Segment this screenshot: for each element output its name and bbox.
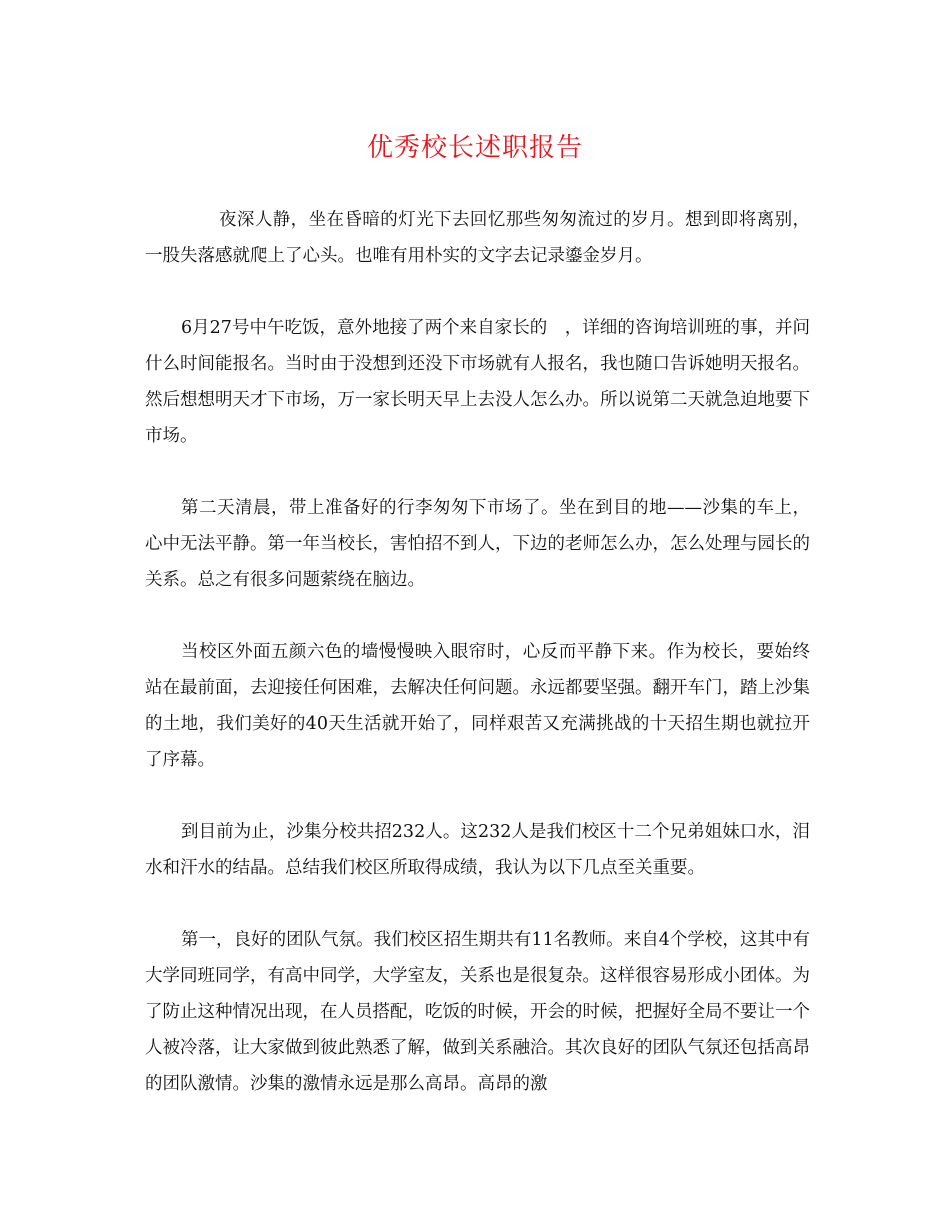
paragraph-4: 当校区外面五颜六色的墙慢慢映入眼帘时，心反而平静下来。作为校长，要始终站在最前面，去迎接任何困难，去解决任何问题。永远都要坚强。翻开车门，踏上沙集的土地，我们美好的40天生活就开始了，同样艰苦又充满挑战的十天招生期也就拉开了序幕。 <box>145 642 810 770</box>
document-body <box>145 202 810 1138</box>
paragraph-3: 第二天清晨，带上准备好的行李匆匆下市场了。坐在到目的地——沙集的车上，心中无法平静。第一年当校长，害怕招不到人，下边的老师怎么办，怎么处理与园长的关系。总之有很多问题萦绕在脑边。 <box>145 498 810 590</box>
paragraph-2: 6月27号中午吃饭，意外地接了两个来自家长的 ，详细的咨询培训班的事，并问什么时间能报名。当时由于没想到还没下市场就有人报名，我也随口告诉她明天报名。然后想想明天才下市场，万一家长明天早上去没人怎么办。所以说第二天就急迫地要下市场。 <box>145 318 810 446</box>
paragraph-1: 夜深人静，坐在昏暗的灯光下去回忆那些匆匆流过的岁月。想到即将离别，一股失落感就爬上了心头。也唯有用朴实的文字去记录鎏金岁月。 <box>145 210 810 266</box>
paragraph-5: 到目前为止，沙集分校共招232人。这232人是我们校区十二个兄弟姐妹口水，泪水和汗水的结晶。总结我们校区所取得成绩，我认为以下几点至关重要。 <box>145 822 810 878</box>
paragraph-6: 第一，良好的团队气氛。我们校区招生期共有11名教师。来自4个学校，这其中有大学同班同学，有高中同学，大学室友，关系也是很复杂。这样很容易形成小团体。为了防止这种情况出现，在人员搭配，吃饭的时候，开会的时候，把握好全局不要让一个人被冷落，让大家做到彼此熟悉了解，做到关系融洽。其次良好的团队气氛还包括高昂的团队激情。沙集的激情永远是那么高昂。高昂的激 <box>145 930 810 1094</box>
document-title: 优秀校长述职报告 <box>366 133 583 163</box>
